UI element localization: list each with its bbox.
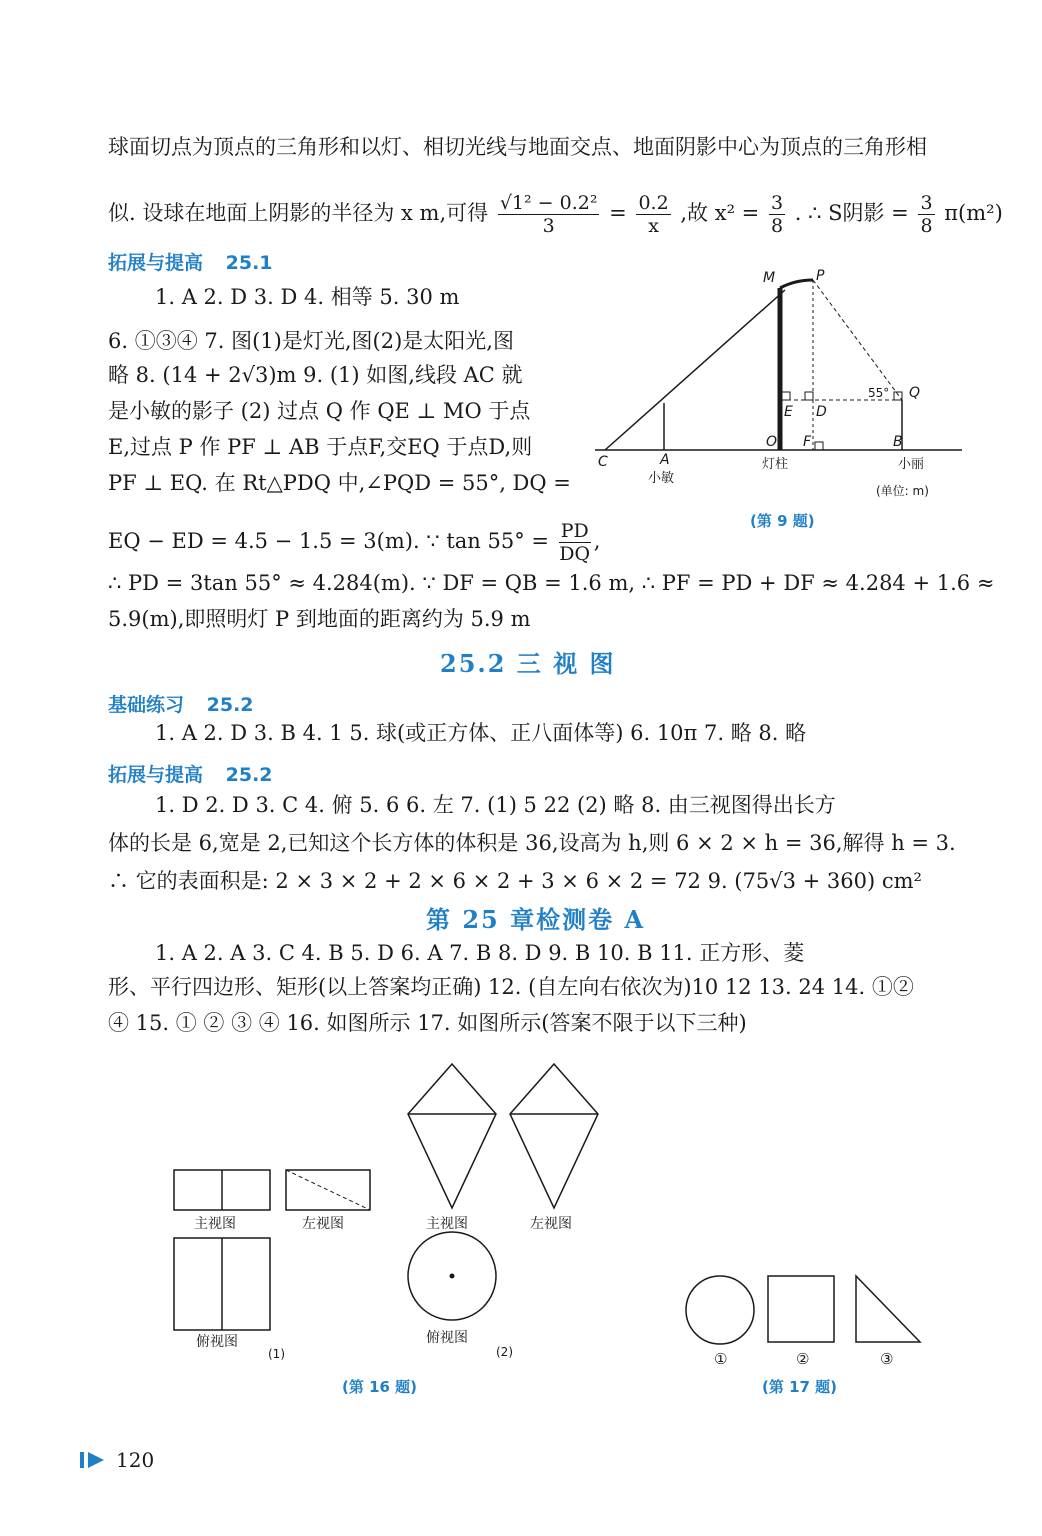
- right-angle-e: [782, 392, 790, 400]
- ext251-line-4: 是小敏的影子 (2) 过点 Q 作 QE ⊥ MO 于点: [108, 399, 531, 423]
- label-p: P: [816, 268, 825, 284]
- label-top-1: 俯视图: [196, 1334, 238, 1350]
- fraction-pd-dq: [559, 520, 591, 565]
- square-view: [768, 1276, 834, 1342]
- section-heading-basic-252: [108, 690, 254, 717]
- intro-line-2a: 似. 设球在地面上阴影的半径为 x m,可得: [108, 201, 489, 225]
- frac-num-02: 0.2: [638, 192, 669, 214]
- label-unit: (单位: m): [876, 484, 929, 498]
- figure-9: [590, 260, 980, 540]
- cone-apex-dot: [450, 1274, 455, 1279]
- triangle-view: [856, 1276, 920, 1342]
- right-angle-d: [805, 392, 813, 400]
- page-number: 120: [116, 1448, 155, 1472]
- fraction-sqrt: [498, 192, 600, 237]
- label-o: O: [766, 434, 778, 450]
- frac-dq: DQ: [559, 543, 591, 565]
- ext251-line-3: 略 8. (14 + 2√3)m 9. (1) 如图,线段 AC 就: [108, 363, 523, 387]
- frac-num-3: 3: [770, 192, 784, 214]
- label-front-1: 主视图: [194, 1216, 236, 1232]
- label-f: F: [803, 434, 812, 450]
- basic-heading-code: 25.2: [206, 694, 254, 716]
- intro-line-2: [108, 192, 1003, 237]
- section-heading-ext-251: [108, 248, 273, 275]
- label-e: E: [784, 404, 793, 420]
- ext251-line-2: 6. ①③④ 7. 图(1)是灯光,图(2)是太阳光,图: [108, 329, 514, 353]
- test-line-1: 1. A 2. A 3. C 4. B 5. D 6. A 7. B 8. D 9. B 10. B 11. 正方形、菱: [155, 941, 805, 965]
- label-17-2: ②: [796, 1350, 810, 1368]
- frac-end-comma: ,: [593, 529, 601, 553]
- page-footer: [80, 1448, 154, 1472]
- ext252-line-2: 体的长是 6,宽是 2,已知这个长方体的体积是 36,设高为 h,则 6 × 2 × h = 36,解得 h = 3.: [108, 831, 956, 855]
- ext251-line-5: E,过点 P 作 PF ⊥ AB 于点F,交EQ 于点D,则: [108, 435, 533, 459]
- heading-code: 25.1: [225, 252, 273, 274]
- fraction-02x: [636, 192, 670, 237]
- label-top-2: 俯视图: [426, 1330, 468, 1346]
- label-a: A: [660, 452, 670, 468]
- figure-16-2: [400, 1058, 610, 1368]
- basic252-line: 1. A 2. D 3. B 4. 1 5. 球(或正方体、正八面体等) 6. 10π 7. 略 8. 略: [155, 721, 807, 745]
- section-title-252: 25.2 三 视 图: [440, 649, 616, 678]
- frac-den-8b: 8: [920, 215, 933, 237]
- intro-line-1: 球面切点为顶点的三角形和以灯、相切光线与地面交点、地面阴影中心为顶点的三角形相: [108, 135, 927, 159]
- label-q: Q: [909, 385, 921, 401]
- ext251-line-7-text: EQ − ED = 4.5 − 1.5 = 3(m). ∵ tan 55° =: [108, 529, 549, 553]
- basic-heading-text: 基础练习: [108, 694, 185, 716]
- label-side-2: 左视图: [530, 1216, 572, 1232]
- test-title: 第 25 章检测卷 A: [426, 905, 646, 934]
- intro-line-2c: . ∴ S阴影 =: [794, 201, 909, 225]
- figure-17: [680, 1270, 930, 1370]
- equals-sign: =: [609, 201, 627, 225]
- right-angle-f: [815, 442, 823, 450]
- label-dengzhu: 灯柱: [762, 457, 789, 472]
- frac-num-3b: 3: [920, 192, 933, 214]
- section-heading-ext-252: [108, 760, 273, 787]
- circle-view: [686, 1276, 754, 1344]
- frac-den-8: 8: [770, 215, 784, 237]
- label-xiaoli: 小丽: [898, 457, 925, 472]
- ext251-line-9: 5.9(m),即照明灯 P 到地面的距离约为 5.9 m: [108, 607, 531, 631]
- ext251-line-8: ∴ PD = 3tan 55° ≈ 4.284(m). ∵ DF = QB = 1.6 m, ∴ PF = PD + DF ≈ 4.284 + 1.6 ≈: [108, 571, 995, 595]
- fig9-caption: (第 9 题): [750, 512, 815, 530]
- label-angle: 55°: [868, 386, 890, 400]
- label-c: C: [598, 454, 608, 470]
- side-view-diagonal: [286, 1170, 370, 1210]
- play-arrow-icon: [80, 1450, 108, 1470]
- label-xiaomin: 小敏: [648, 471, 675, 486]
- ext251-line-6: PF ⊥ EQ. 在 Rt△PDQ 中,∠PQD = 55°, DQ =: [108, 471, 571, 495]
- ext251-line-1: 1. A 2. D 3. D 4. 相等 5. 30 m: [155, 285, 460, 309]
- cone-side-view: [510, 1064, 598, 1208]
- ext252-line-1: 1. D 2. D 3. C 4. 俯 5. 6 6. 左 7. (1) 5 22 (2) 略 8. 由三视图得出长方: [155, 793, 836, 817]
- frac-den-x: x: [648, 215, 659, 237]
- sqrt-denominator: 3: [542, 215, 555, 237]
- label-front-2: 主视图: [426, 1216, 468, 1232]
- label-17-1: ①: [714, 1350, 728, 1368]
- intro-line-2d: π(m²): [944, 201, 1003, 225]
- intro-line-2b: ,故 x² =: [680, 201, 760, 225]
- fraction-3-8b: [918, 192, 934, 237]
- ext252-heading-text: 拓展与提高: [108, 764, 204, 786]
- label-b: B: [893, 434, 903, 450]
- label-m: M: [763, 270, 776, 286]
- fraction-3-8a: [769, 192, 785, 237]
- fig17-caption: (第 17 题): [762, 1378, 838, 1396]
- ext252-heading-code: 25.2: [225, 764, 273, 786]
- label-d: D: [816, 404, 827, 420]
- fig16-caption: (第 16 题): [342, 1378, 418, 1396]
- light-ray: [605, 290, 785, 450]
- label-17-3: ③: [880, 1350, 894, 1368]
- figure-16-1: [160, 1160, 390, 1360]
- test-line-2: 形、平行四边形、矩形(以上答案均正确) 12. (自左向右依次为)10 12 13. 24 14. ①②: [108, 975, 914, 999]
- ext252-line-3: ∴ 它的表面积是: 2 × 3 × 2 + 2 × 6 × 2 + 3 × 6 × 2 = 72 9. (75√3 + 360) cm²: [108, 869, 922, 893]
- line-pq: [813, 280, 902, 400]
- cone-front-view: [408, 1064, 496, 1208]
- label-part-1: (1): [268, 1347, 285, 1360]
- frac-pd: PD: [560, 520, 589, 542]
- lamp-arm: [780, 280, 813, 288]
- sqrt-numerator: √1² − 0.2²: [499, 192, 598, 214]
- label-part-2: (2): [496, 1345, 513, 1359]
- ext251-line-7: [108, 520, 600, 565]
- test-line-3: ④ 15. ① ② ③ ④ 16. 如图所示 17. 如图所示(答案不限于以下三种): [108, 1011, 747, 1035]
- label-side-1: 左视图: [302, 1216, 344, 1232]
- heading-text: 拓展与提高: [108, 252, 204, 274]
